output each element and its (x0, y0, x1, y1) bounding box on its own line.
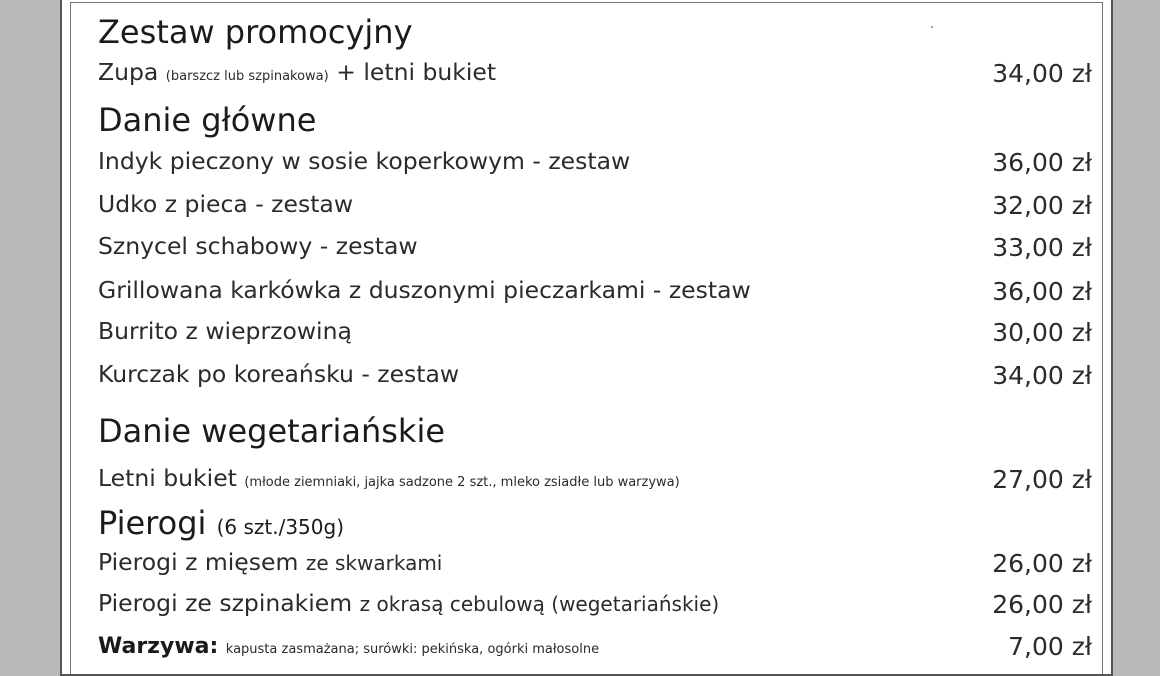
section-title: Pierogi (98, 504, 207, 542)
section-title: Danie wegetariańskie (98, 412, 446, 450)
item-name: Kurczak po koreańsku - zestaw (98, 360, 460, 388)
item-price: 27,00 zł (992, 465, 1092, 494)
section-title-danie-wegetarianskie (98, 412, 1092, 450)
menu-item (98, 58, 1092, 88)
item-price: 34,00 zł (992, 59, 1092, 88)
menu-item (98, 147, 1092, 177)
item-price: 33,00 zł (992, 233, 1092, 262)
menu-item (98, 360, 1092, 390)
item-name: Udko z pieca - zestaw (98, 190, 354, 218)
section-subtitle: (6 szt./350g) (216, 515, 344, 539)
item-note: (barszcz lub szpinakowa) (165, 69, 329, 84)
item-price: 26,00 zł (992, 549, 1092, 578)
item-price: 34,00 zł (992, 361, 1092, 390)
item-name: Indyk pieczony w sosie koperkowym - zestaw (98, 147, 631, 175)
section-title-pierogi (98, 504, 1092, 542)
item-name: Pierogi ze szpinakiem (98, 589, 353, 617)
item-price: 32,00 zł (992, 191, 1092, 220)
menu-item-warzywa (98, 632, 1092, 661)
item-price: 26,00 zł (992, 590, 1092, 619)
menu-item (98, 317, 1092, 347)
section-title-zestaw (98, 13, 1092, 51)
menu-item (98, 276, 1092, 306)
item-price: 36,00 zł (992, 148, 1092, 177)
item-rest: + letni bukiet (336, 58, 497, 86)
menu-item (98, 232, 1092, 262)
item-description: ze skwarkami (305, 551, 443, 575)
menu-item (98, 589, 1092, 619)
item-name: Letni bukiet (98, 464, 237, 492)
section-title-danie-glowne (98, 101, 1092, 139)
section-title: Danie główne (98, 101, 317, 139)
item-price: 36,00 zł (992, 277, 1092, 306)
section-title: Zestaw promocyjny (98, 13, 413, 51)
item-price: 30,00 zł (992, 318, 1092, 347)
item-name: Pierogi z mięsem (98, 548, 299, 576)
item-description: z okrasą cebulową (wegetariańskie) (359, 592, 720, 616)
item-name: Zupa (98, 58, 159, 86)
item-name: Burrito z wieprzowiną (98, 317, 352, 345)
menu-item (98, 548, 1092, 578)
item-label: Warzywa: (98, 634, 219, 659)
item-price: 7,00 zł (1008, 632, 1092, 661)
item-note: (młode ziemniaki, jajka sadzone 2 szt., mleko zsiadłe lub warzywa) (244, 475, 680, 490)
menu-item (98, 464, 1092, 494)
menu-item (98, 190, 1092, 220)
item-note: kapusta zasmażana; surówki: pekińska, ogórki małosolne (225, 642, 600, 657)
item-name: Sznycel schabowy - zestaw (98, 232, 418, 260)
item-name: Grillowana karkówka z duszonymi pieczarkami - zestaw (98, 276, 751, 304)
